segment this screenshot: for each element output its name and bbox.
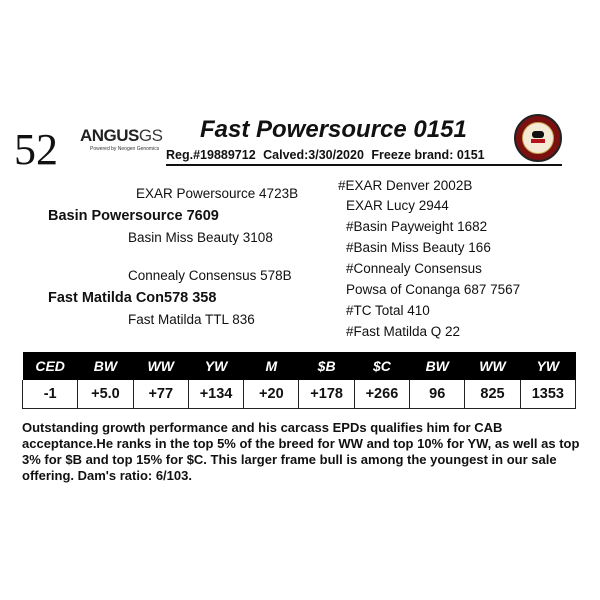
epd-header-ww: WW	[133, 352, 188, 380]
animal-name: Fast Powersource 0151	[200, 116, 467, 143]
epd-header-bw: BW	[78, 352, 133, 380]
epd-value-bw: +5.0	[78, 380, 133, 409]
pedigree-right-6: Powsa of Conanga 687 7567	[346, 282, 521, 297]
breed-seal-icon	[514, 114, 562, 162]
epd-value-ced: -1	[23, 380, 78, 409]
logo-suffix: GS	[138, 126, 163, 145]
epd-value-row	[23, 380, 576, 409]
calved-date: Calved:3/30/2020	[263, 148, 364, 162]
actual-value-bw: 96	[410, 380, 465, 409]
reg-number: Reg.#19889712	[166, 148, 256, 162]
logo-brand: ANGUS	[80, 126, 139, 145]
epd-value-m: +20	[244, 380, 299, 409]
pedigree-right-5: #Connealy Consensus	[346, 261, 482, 276]
registration-line	[166, 148, 489, 162]
epd-value-ww: +77	[133, 380, 188, 409]
pedigree-sire-dam: Basin Miss Beauty 3108	[128, 230, 273, 245]
epd-table	[22, 352, 576, 409]
pedigree-right-1: #EXAR Denver 2002B	[338, 178, 473, 193]
seal-cow-shape	[532, 131, 544, 138]
epd-header-c: $C	[354, 352, 409, 380]
pedigree-right-4: #Basin Miss Beauty 166	[346, 240, 491, 255]
actual-value-ww: 825	[465, 380, 520, 409]
epd-header-yw: YW	[188, 352, 243, 380]
lot-number: 52	[14, 125, 58, 174]
epd-header-b: $B	[299, 352, 354, 380]
actual-header-yw: YW	[520, 352, 575, 380]
epd-value-c: +266	[354, 380, 409, 409]
seal-inner	[522, 122, 554, 154]
seal-ribbon-shape	[531, 139, 545, 143]
pedigree-right-2: EXAR Lucy 2944	[346, 198, 449, 213]
freeze-brand: Freeze brand: 0151	[371, 148, 485, 162]
epd-value-yw: +134	[188, 380, 243, 409]
pedigree-right-8: #Fast Matilda Q 22	[346, 324, 461, 339]
logo-wordmark	[80, 126, 162, 146]
logo-tagline: Powered by Neogen Genomics	[90, 146, 160, 152]
actual-value-yw: 1353	[520, 380, 575, 409]
epd-value-b: +178	[299, 380, 354, 409]
lot-description: Outstanding growth performance and his carcass EPDs qualifies him for CAB acceptance.He ranks in the top 5% of the breed for WW and top 10% for YW, as well as top 3% for $B and top 15% for $C. This larger frame bull is among the youngest in our sale offering. Dam's ratio: 6/103.	[22, 420, 580, 483]
title-rule	[166, 164, 562, 166]
pedigree-right-7: #TC Total 410	[346, 303, 430, 318]
actual-header-bw: BW	[410, 352, 465, 380]
pedigree-sire: Basin Powersource 7609	[48, 208, 219, 224]
pedigree-sire-sire: EXAR Powersource 4723B	[136, 186, 299, 201]
epd-header-m: M	[244, 352, 299, 380]
pedigree-dam: Fast Matilda Con578 358	[48, 290, 217, 306]
pedigree-right-3: #Basin Payweight 1682	[346, 219, 488, 234]
pedigree-dam-sire: Connealy Consensus 578B	[128, 268, 292, 283]
pedigree-dam-dam: Fast Matilda TTL 836	[128, 312, 255, 327]
actual-header-ww: WW	[465, 352, 520, 380]
epd-header-ced: CED	[23, 352, 78, 380]
epd-header-row	[23, 352, 576, 380]
